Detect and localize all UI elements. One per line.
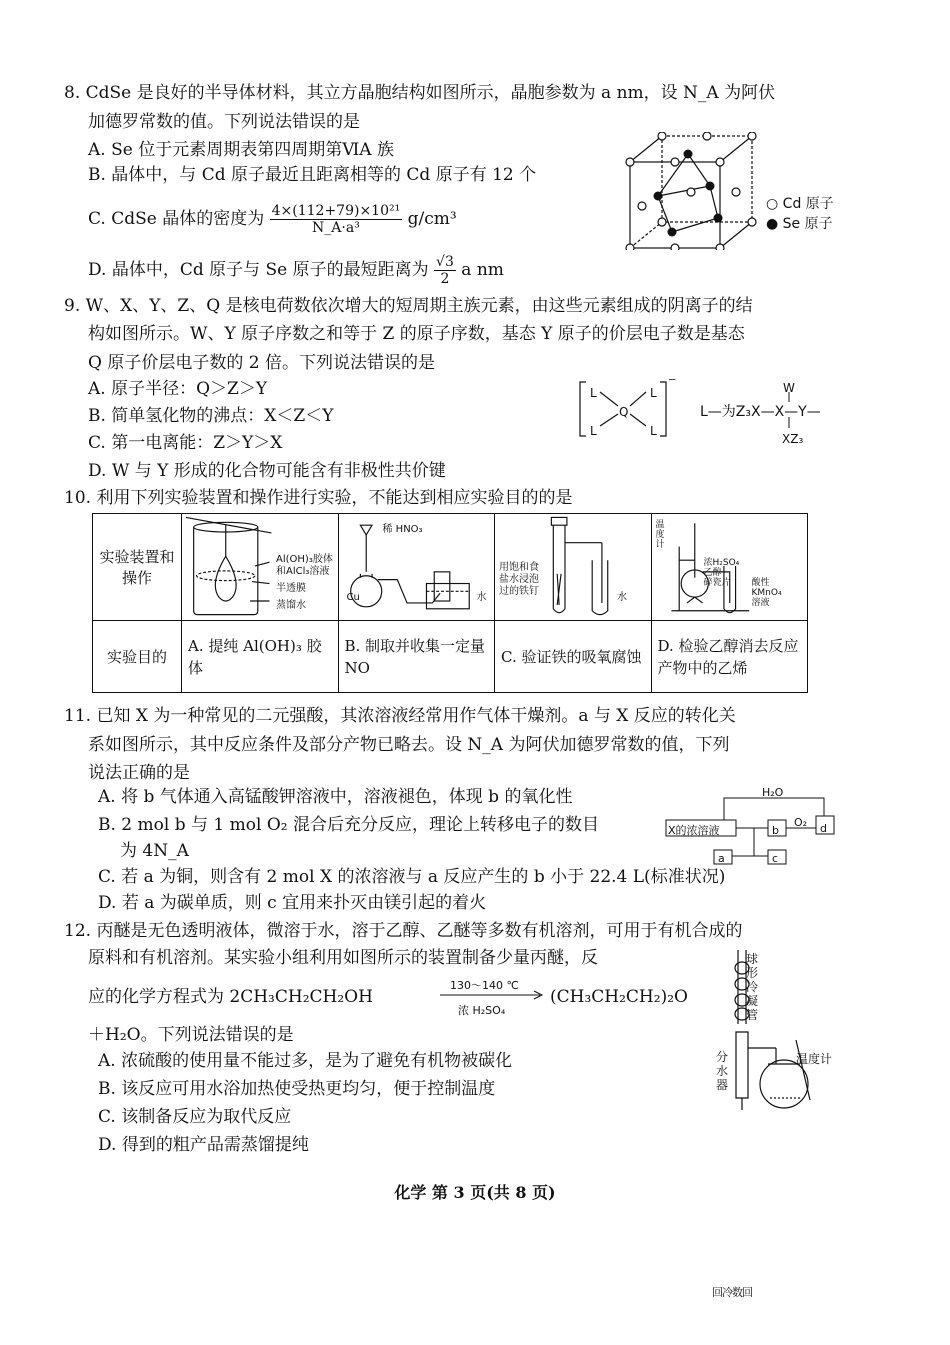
conv-d: d [820,822,827,835]
ligand-w-atom: W [783,381,795,395]
label-water-b: 水 [476,592,487,603]
row-header-purpose [93,621,182,693]
purpose-c: C. 验证铁的吸氧腐蚀 [495,621,652,693]
conv-a: a [718,852,725,865]
q12-option-a: A. 浓硫酸的使用量不能过多，是为了避免有机物被碳化 [98,1051,513,1071]
conv-b: b [772,824,779,837]
page-footer: 化学 第 3 页(共 8 页) [394,1183,556,1202]
row-header-apparatus [93,514,182,621]
label-alcl3-solution: 和AlCl₃溶液 [276,566,330,577]
label-dilute-hno3: 稀 HNO₃ [382,524,423,535]
q8-option-d [88,254,504,287]
label-saturated-brine: 用饱和食 [499,562,539,573]
reaction-arrow [440,990,544,1000]
label-water-c: 水 [617,592,627,603]
label-distilled-water: 蒸馏水 [276,600,306,611]
label-acidic: 酸性 [751,578,770,588]
label-iron-nail: 过的铁钉 [499,586,539,597]
q8-distance-numerator: √3 [436,254,454,270]
q8-option-c-prefix: C. CdSe 晶体的密度为 [88,209,265,229]
q8-distance-fraction [434,254,456,287]
q12-stem-line2: 原料和有机溶剂。某实验小组利用如图所示的装置制备少量丙醚，反 [88,948,598,968]
q11-option-b-line1: B. 2 mol b 与 1 mol O₂ 混合后充分反应，理论上转移电子的数目 [98,815,599,835]
crystal-cell-figure [622,132,758,250]
row-header-apparatus-text: 实验装置和操作 [99,548,175,587]
q9-stem-line2: 构如图所示。W、Y 原子序数之和等于 Z 的原子序数，基态 Y 原子的价层电子数是基态 [88,324,745,344]
q12-stem-line1: 12. 丙醚是无色透明液体，微溶于水，溶于乙醇、乙醚等多数有机溶剂，可用于有机合成的 [64,921,743,941]
q11-option-c: C. 若 a 为铜，则含有 2 mol X 的浓溶液与 a 反应产生的 b 小于 22.4 L(标准状况) [98,867,726,887]
q8-option-a: A. Se 位于元素周期表第四周期第ⅥA 族 [88,140,394,160]
apparatus-b-no-generation [338,514,495,621]
legend-se-atom: ● Se 原子 [766,216,833,232]
purpose-a: A. 提纯 Al(OH)₃ 胶体 [182,621,339,693]
label-thermometer-d: 温度计 [655,520,665,550]
q12-equation-right: (CH₃CH₂CH₂)₂O [550,987,688,1007]
ethylene-test-labels [752,578,782,608]
corrosion-labels [499,562,539,598]
q12-condition-catalyst: 浓 H₂SO₄ [458,1004,506,1017]
anion-charge: ⁻ [668,373,677,392]
q8-option-b: B. 晶体中，与 Cd 原子最近且距离相等的 Cd 原子有 12 个 [88,165,537,185]
q8-option-d-unit: a nm [461,260,504,280]
label-soaked: 盐水浸泡 [499,574,539,585]
q11-stem-line3: 说法正确的是 [88,763,190,783]
experiment-table [92,513,808,693]
q10-stem: 10. 利用下列实验装置和操作进行实验，不能达到相应实验目的的是 [64,488,573,508]
ethylene-reagent-labels [704,558,740,588]
q12-equation-continued: ＋H₂O。下列说法错误的是 [88,1025,294,1045]
label-kmno4: KMnO₄ [751,588,782,598]
row-header-purpose-text: 实验目的 [106,648,167,666]
q8-stem-line2: 加德罗常数的值。下列说法错误的是 [88,112,360,132]
anion-center-q: Q [619,405,629,419]
q9-option-c: C. 第一电离能：Z＞Y＞X [88,433,283,453]
conv-h2o: H₂O [762,786,784,799]
label-water-separator: 分水器 [716,1050,729,1092]
dialysis-labels [276,554,333,612]
label-porcelain-chips: 碎瓷片 [703,578,731,588]
purpose-d: D. 检验乙醇消去反应产物中的乙烯 [651,621,808,693]
q11-option-a: A. 将 b 气体通入高锰酸钾溶液中，溶液褪色，体现 b 的氧化性 [98,787,573,807]
q8-option-c-unit: g/cm³ [407,209,457,229]
conv-c: c [772,852,779,865]
q8-density-numerator: 4×(112+79)×10²¹ [271,203,401,219]
apparatus-c-oxygen-corrosion [495,514,652,621]
q8-density-denominator: N_A·a³ [312,220,360,236]
label-conc-h2so4: 浓H₂SO₄ [703,558,740,568]
q8-option-c [88,203,457,236]
legend-cd-atom: ○ Cd 原子 [766,196,834,212]
label-copper: Cu [346,592,360,603]
q9-stem-line3: Q 原子价层电子数的 2 倍。下列说法错误的是 [88,353,435,373]
anion-ligand-l4: L [650,424,657,438]
anion-ligand-l3: L [590,424,597,438]
ligand-definition: L—为Z₃X—X—Y— [700,404,821,420]
label-solution: 溶液 [751,598,770,608]
q12-option-b: B. 该反应可用水浴加热使受热更均匀，便于控制温度 [98,1079,496,1099]
apparatus-d-ethylene-test [651,514,808,621]
q11-stem-line1: 11. 已知 X 为一种常见的二元强酸，其浓溶液经常用作气体干燥剂。a 与 X 反应的转化关 [64,706,736,726]
ligand-xz3-group: XZ₃ [782,432,804,446]
q11-option-d: D. 若 a 为碳单质，则 c 宜用来扑灭由镁引起的着火 [98,893,487,913]
purpose-b: B. 制取并收集一定量 NO [338,621,495,693]
label-thermometer: 温度计 [796,1052,833,1066]
label-membrane: 半透膜 [276,583,306,594]
q12-equation-left: 应的化学方程式为 2CH₃CH₂CH₂OH [88,987,373,1007]
q9-option-a: A. 原子半径：Q＞Z＞Y [88,379,268,399]
q12-option-d: D. 得到的粗产品需蒸馏提纯 [98,1135,309,1155]
ether-synthesis-apparatus [712,948,842,1134]
q11-stem-line2: 系如图所示，其中反应条件及部分产物已略去。设 N_A 为阿伏加德罗常数的值，下列 [88,735,730,755]
q12-option-c: C. 该制备反应为取代反应 [98,1107,292,1127]
q8-density-fraction [270,203,403,236]
label-condenser: 球形冷凝管 [746,952,759,1022]
label-ethanol: 乙醇 [703,568,722,578]
q8-option-d-prefix: D. 晶体中，Cd 原子与 Se 原子的最短距离为 [88,260,429,280]
anion-ligand-l2: L [650,386,657,400]
q12-condition-temperature: 130～140 ℃ [450,979,519,992]
q9-stem-line1: 9. W、X、Y、Z、Q 是核电荷数依次增大的短周期主族元素，由这些元素组成的阴离子的结 [64,296,753,316]
anion-ligand-l1: L [590,386,597,400]
conv-x-solution: X的浓溶液 [668,824,720,837]
conv-o2: O₂ [794,816,808,829]
apparatus-a-dialysis [182,514,339,621]
q8-stem-line1: 8. CdSe 是良好的半导体材料，其立方晶胞结构如图所示，晶胞参数为 a nm，设 N_A 为阿伏 [64,83,776,103]
label-aloh3-colloid: Al(OH)₃胶体 [276,554,333,565]
q9-option-b: B. 简单氢化物的沸点：X＜Z＜Y [88,406,334,426]
q9-option-d: D. W 与 Y 形成的化合物可能含有非极性共价键 [88,461,446,481]
q11-option-b-line2: 为 4N_A [120,841,189,861]
q8-distance-denominator: 2 [440,271,450,287]
corner-watermark: 回冷数回 [712,1286,752,1299]
